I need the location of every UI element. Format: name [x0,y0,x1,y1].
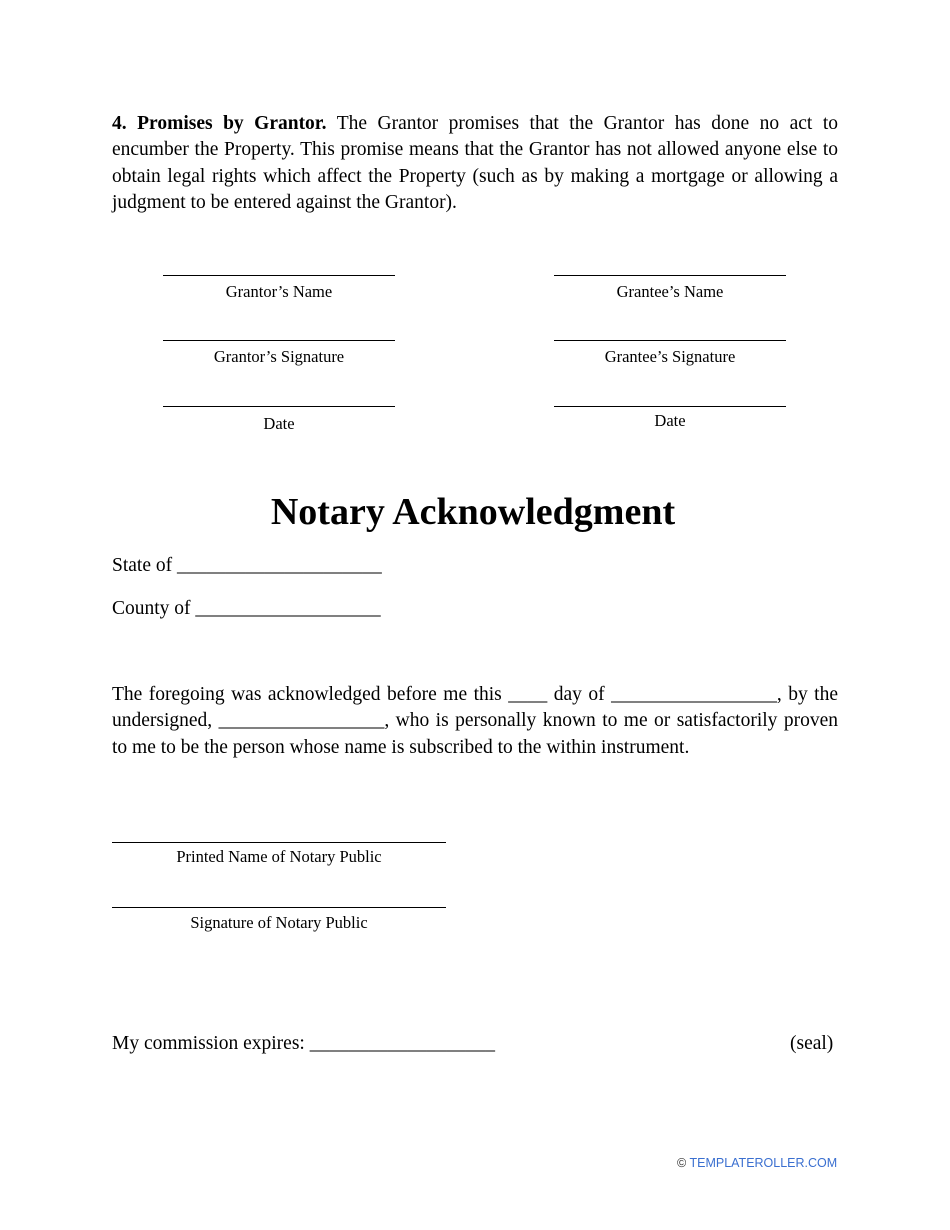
grantee-date-line[interactable] [554,406,786,407]
state-field[interactable]: State of _____________________ [112,555,382,576]
acknowledgment-paragraph: The foregoing was acknowledged before me this ____ day of _________________, by the undersigned, _________________, who is personally known to me or satisfactorily proven to me to be the person whose name is subscribed to the within instrument. [112,684,838,758]
grantee-date-label: Date [654,411,686,430]
notary-signature-line[interactable] [112,907,446,908]
grantor-date-label: Date [263,414,295,433]
clause-paragraph [112,111,838,216]
notary-signature-label: Signature of Notary Public [190,913,368,932]
footer-link[interactable]: TEMPLATEROLLER.COM [689,1156,838,1170]
grantee-signature-label: Grantee’s Signature [604,347,736,366]
grantee-name-line[interactable] [554,275,786,276]
notary-printed-name-line[interactable] [112,842,446,843]
seal-label: (seal) [790,1033,834,1054]
clause-body: The Grantor promises that the Grantor has done no act to encumber the Property. This promise means that the Grantor has not allowed anyone else to obtain legal rights which affect the Property (such as by making a mortgage or allowing a judgment to be entered against the Grantor). [112,113,838,213]
grantee-signature-line[interactable] [554,340,786,341]
county-field[interactable]: County of ___________________ [112,598,381,619]
grantee-name-label: Grantee’s Name [616,282,724,301]
grantor-name-line[interactable] [163,275,395,276]
notary-title: Notary Acknowledgment [270,491,676,533]
grantor-signature-label: Grantor’s Signature [213,347,345,366]
grantor-name-label: Grantor’s Name [225,282,333,301]
commission-expires-field[interactable]: My commission expires: ___________________ [112,1033,495,1054]
notary-printed-name-label: Printed Name of Notary Public [176,847,382,866]
grantor-signature-line[interactable] [163,340,395,341]
copyright-icon: © [677,1156,687,1170]
footer-credit [677,1156,837,1170]
clause-heading: 4. Promises by Grantor. [112,113,327,134]
grantor-date-line[interactable] [163,406,395,407]
